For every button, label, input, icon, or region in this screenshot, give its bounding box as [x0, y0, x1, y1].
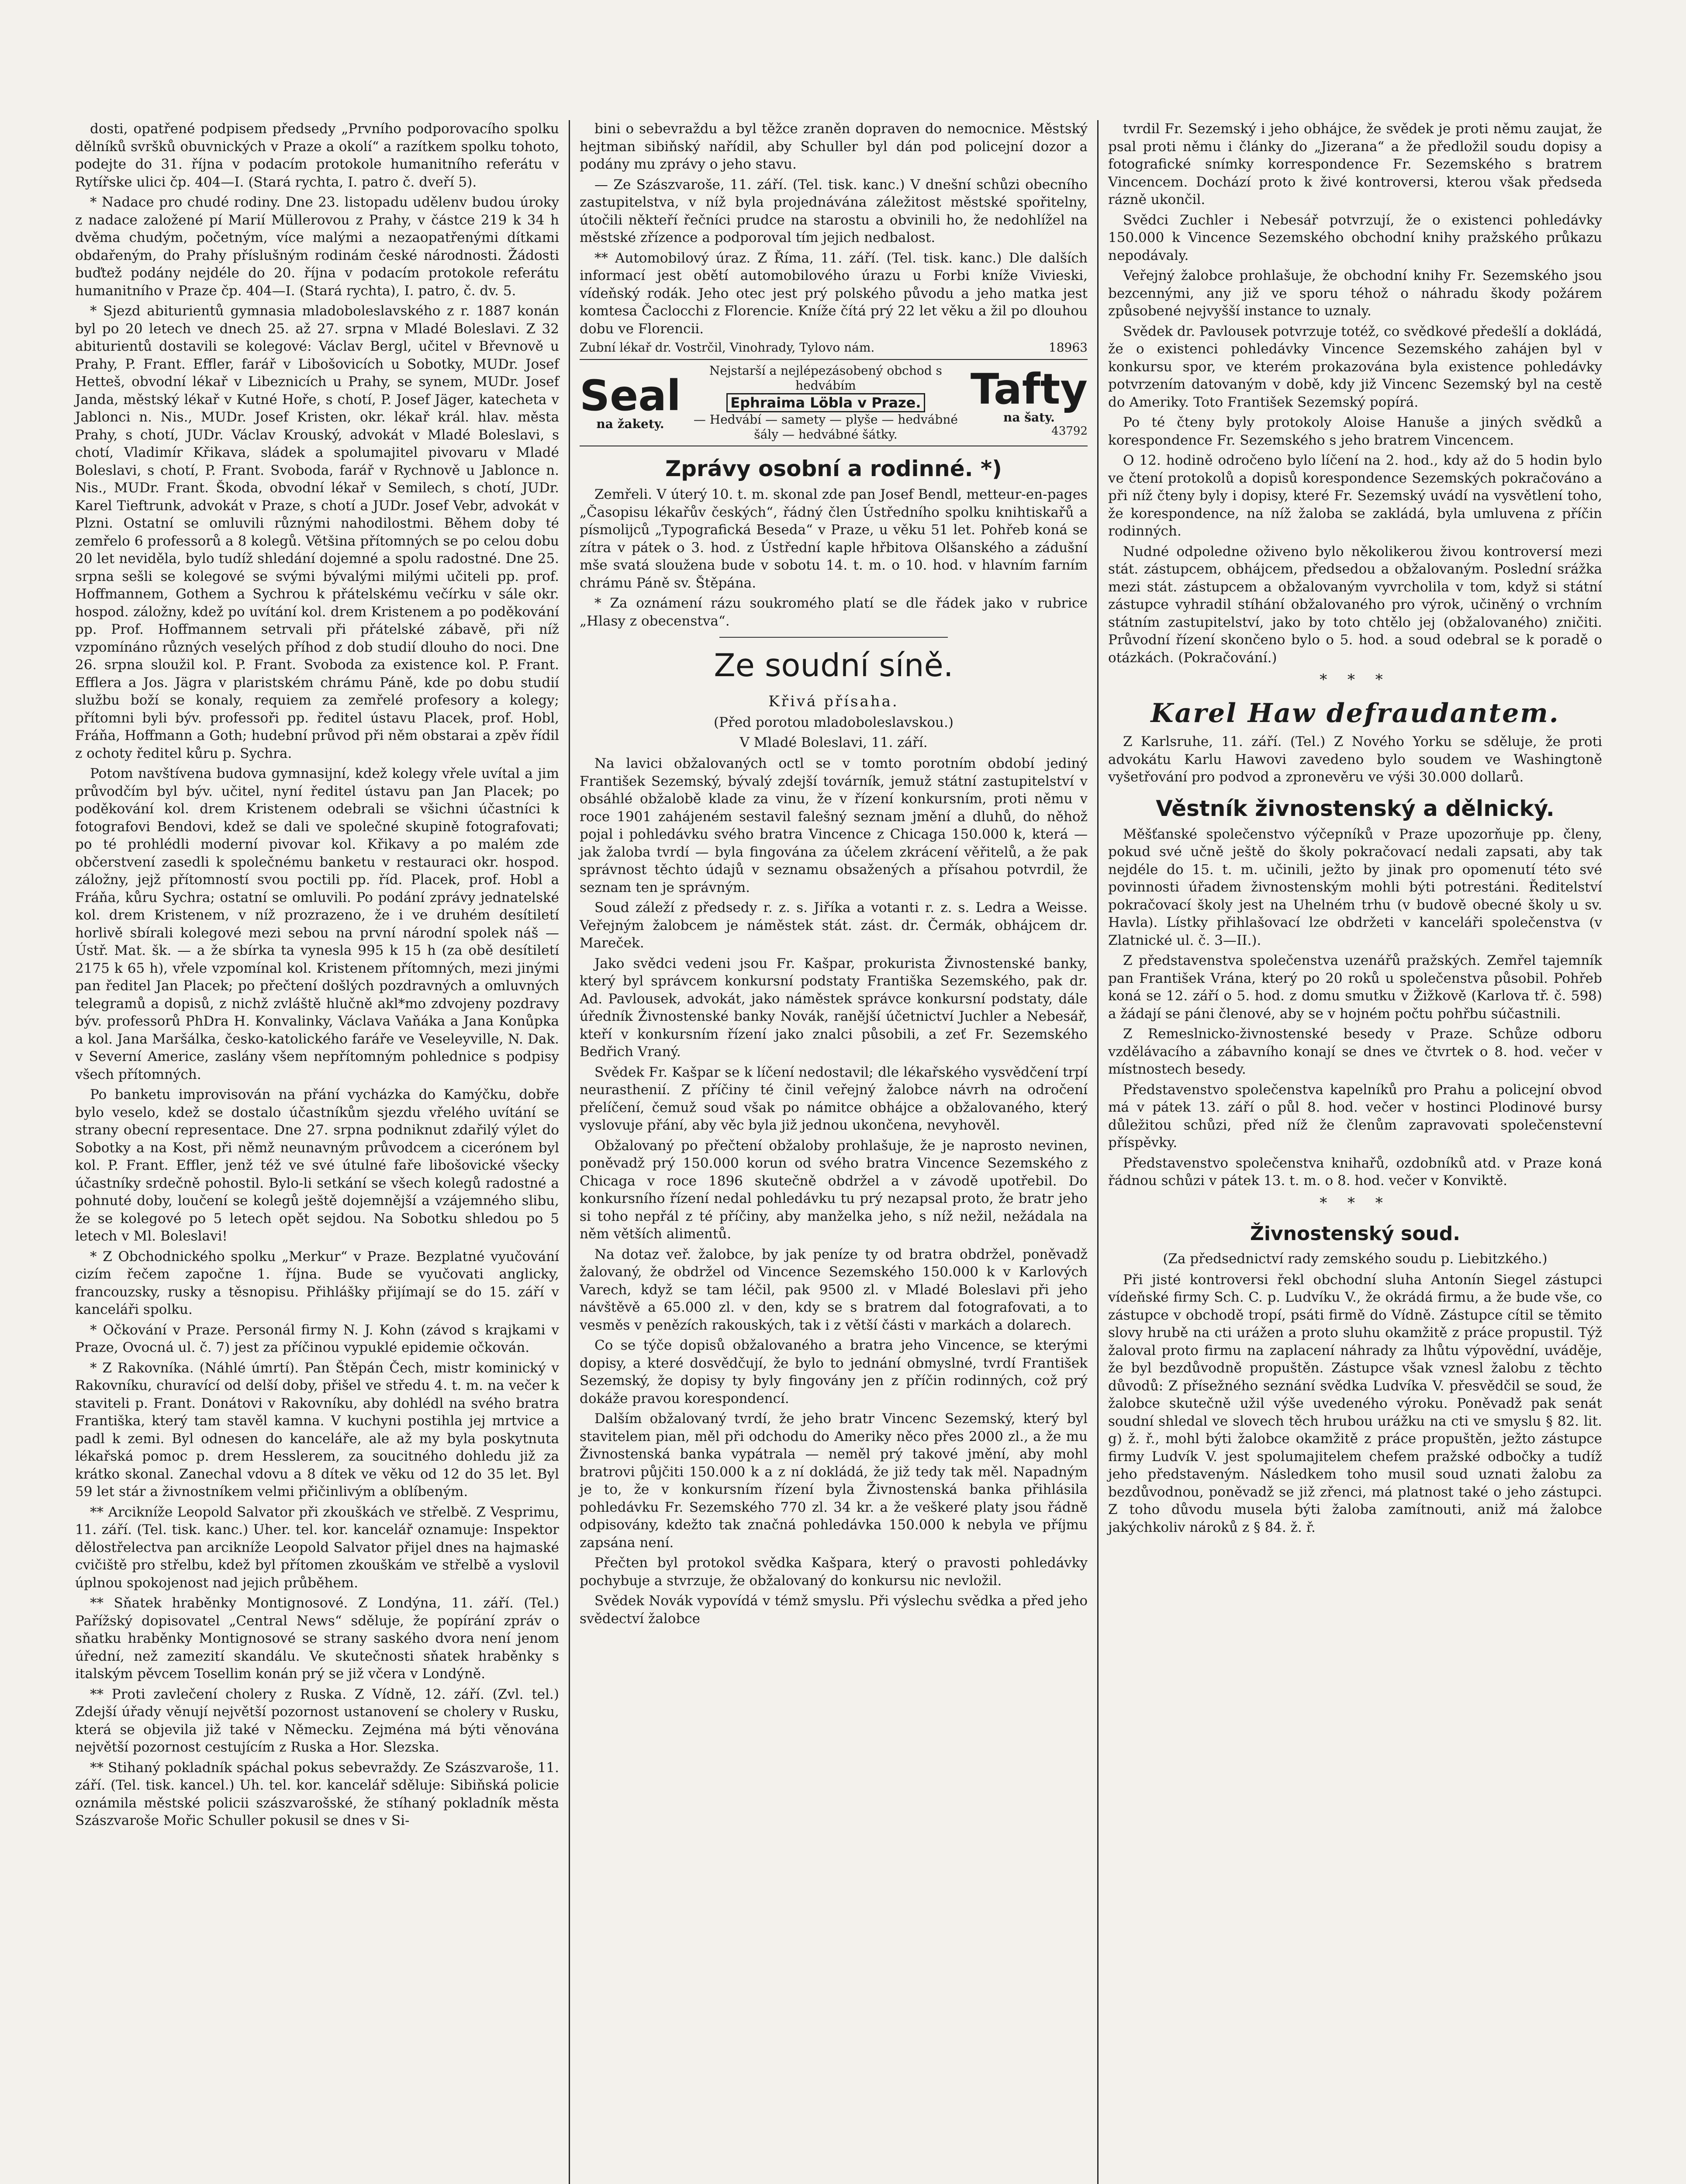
article-paragraph: Dalším obžalovaný tvrdí, že jeho bratr Vincenc Sezemský, který byl stavitelem pian, měl při odchodu do Ameriky něco přes 2000 zl., a že mu Živnostenská banka vypátrala — neměl prý takové jmění, aby mohl bratrovi půjčiti 150.000 k a z ní dokládá, že již tedy tak měl. Napadným je to, že v konkursním řízení byla Živnostenská banka přihlásila pohledávku Fr. Sezemského 770 zl. 34 kr. a že veškeré platy jsou řádně odpisovány, kdežto tak značná pohledávka 150.000 k nebyla ve příjmu zapsána není. — [580, 1411, 1088, 1551]
article-paragraph: O 12. hodině odročeno bylo líčení na 2. hod., kdy až do 5 hodin bylo ve čtení protokolů a dopisů korespondence Sezemských pokračováno a při níž čteny byly i dopisy, které Fr. Sezemský uvádí na vysvětlení toho, že korespondence, na níž žaloba se zakládá, byla umluvena z příčin rodinných. — [1108, 453, 1602, 539]
article-paragraph: Svědci Zuchler i Nebesář potvrzují, že o existenci pohledávky 150.000 k Vincence Sezemského obchodní knihy pražského průkazu nepodávaly. — [1108, 212, 1602, 263]
article-paragraph: Na dotaz veř. žalobce, by jak peníze ty od bratra obdržel, poněvadž žalovaný, že obdržel od Vincence Sezemského 150.000 k v Karlových Varech, když se tam léčil, pak 9500 zl. v Mladé Boleslavi při jeho návštěvě a 65.000 zl. v den, kdy se s bratrem dal fotografovati, a to vesměs v penězích rakouských, tak i z větší části v markách a dolarech. — [580, 1246, 1088, 1333]
article-paragraph: dosti, opatřené podpisem předsedy „Prvního podporovacího spolku dělníků svršků obuvnických v Praze a okolí“ a razítkem spolku tohoto, podejte do 31. října v podacím protokole humanitního referátu v Rytířske ulici čp. 404—I. (Stará rychta, I. patro č. dveří 5). — [75, 121, 559, 190]
article-paragraph: Veřejný žalobce prohlašuje, že obchodní knihy Fr. Sezemského jsou bezcennými, any již ve sporu téhož o náhradu škody požárem způsobené nejvyšší instance to uznaly. — [1108, 268, 1602, 319]
article-paragraph: Z Karlsruhe, 11. září. (Tel.) Z Nového Yorku se sděluje, že proti advokátu Karlu Hawovi zavedeno bylo soudem ve Washingtoně vyšetřování pro podvod a zpronevěru ve výši 30.000 dollarů. — [1108, 734, 1602, 785]
ad-right-note: na šaty. — [1003, 410, 1055, 425]
article-paragraph: * Očkování v Praze. Personál firmy N. J. Kohn (závod s krajkami v Praze, Ovocná ul. č. 7) jest za příčinou vypuklé epidemie očkován. — [75, 1322, 559, 1355]
ad-right-title: Tafty — [970, 364, 1088, 414]
article-paragraph: Představenstvo společenstva knihařů, ozdobníků atd. v Praze koná řádnou schůzi v pátek 13. t. m. o 8. hod. večer v Konviktě. — [1108, 1155, 1602, 1189]
article-paragraph: ** Proti zavlečení cholery z Ruska. Z Vídně, 12. září. (Zvl. tel.) Zdejší úřady věnují největší pozornost ustanovení se cholery v Rusku, která se objevila již také v Německu. Zejména má býti věnována největší pozornost cestujícím z Ruska a Hor. Slezska. — [75, 1686, 559, 1755]
court-article-title: Křivá přísaha. — [768, 693, 899, 710]
article-paragraph: Přečten byl protokol svědka Kašpara, který o pravosti pohledávky pochybuje a stvrzuje, že obžalovaný do konkursu nic nevložil. — [580, 1555, 1088, 1589]
article-paragraph: Měšťanské společenstvo výčepníků v Praze upozorňuje pp. členy, pokud své učně ještě do školy pokračovací nedali zapsati, aby tak nejdéle do 15. t. m. učinili, ježto by jinak pro opomenutí této své povinnosti úřadem živnostenským mohli býti potrestáni. Ředitelství pokračovací školy jest na Uhelném trhu (v budově obecné školy u sv. Havla). Lístky přihlašovací lze obdržeti v kanceláři společenstva (v Zlatnické ul. č. 3—II.). — [1108, 826, 1602, 948]
trade-court-note: (Za předsednictví rady zemského soudu p. Liebitzkého.) — [1163, 1251, 1548, 1267]
article-paragraph: Svědek dr. Pavlousek potvrzuje totéž, co svědkové předešlí a dokládá, že o existenci pohledávky Vincence Sezemského zahájen byl v konkursu spor, ve kterém prokazována byla existence pohledávky potvrzením datovaným v době, kdy již Vincenc Sezemský byl na cestě do Ameriky. Toto František Sezemský popírá. — [1108, 323, 1602, 410]
ad-shop-name: Ephraima Löbla v Praze. — [726, 393, 925, 412]
ad-left-note: na žakety. — [596, 416, 664, 431]
newspaper-page — [66, 120, 1612, 2184]
article-paragraph: * Za oznámení rázu soukromého platí se dle řádek jako v rubrice „Hlasy z obecenstva“. — [580, 595, 1088, 629]
article-paragraph: Jako svědci vedeni jsou Fr. Kašpar, prokurista Živnostenské banky, který byl správcem konkursní podstaty Františka Sezemského, pak dr. Ad. Pavlousek, advokát, jako náměstek správce konkursní podstaty, dále úředník Živnostenské banky Novák, ranější účetnictví Juchler a Nebesář, kteří v konkursním řízení jako znalci působili, a zeť Fr. Sezemského Bedřich Vraný. — [580, 955, 1088, 1060]
section-ornament: * * * — [1320, 1194, 1391, 1212]
article-paragraph: Po banketu improvisován na přání vycházka do Kamýčku, dobře bylo veselo, kdež se dostalo účastníkům sjezdu vřelého uvítání se strany obecní representace. Dne 27. srpna podniknut zdařilý výlet do Sobotky a na Kost, při němž neunavným průvodcem a cicerónem byl kol. P. Frant. Effler, jenž též ve své útulné faře libošovické všecky účastníky srdečně pohostil. Bylo-li setkání se všech kolegů radostné a pohnuté doby, loučení se kolegů ještě dojemnější a vzájemného slibu, že se kolegové po 5 letech opět sejdou. Na Sobotku shledou po 5 letech v Ml. Boleslavi! — [75, 1087, 559, 1244]
article-paragraph: Na lavici obžalovaných octl se v tomto porotním období jediný František Sezemský, bývalý zdejší továrník, jemuž státní zastupitelství v obsáhlé obžalobě klade za vinu, že v řízení konkursním, proti němu v roce 1901 zahájeném sestavil falešný seznam jmění a dluhů, do něhož pojal i pohledávku svého bratra Vincence z Chicaga 150.000 k, která — jak žaloba tvrdí — byla fingována za účelem zkrácení věřitelů, a že pak správnost těchto údajů v seznamu obsažených a přísahou potvrdil, že seznam ten je správným. — [580, 756, 1088, 895]
dentist-ad-text: Zubní lékař dr. Vostrčil, Vinohrady, Tylovo nám. — [580, 340, 875, 355]
ad-center-line1: Nejstarší a nejlépezásobený obchod s hedvábím — [709, 363, 942, 393]
ad-center-line2: — Hedvábí — samety — plyše — hedvábné šály — hedvábné šátky. — [693, 412, 958, 442]
court-article-note: (Před porotou mladoboleslavskou.) — [714, 715, 954, 730]
article-paragraph: Z představenstva společenstva uzenářů pražských. Zemřel tajemník pan František Vrána, který po 20 roků u společenstva působil. Pohřeb koná se 12. září o 5. hod. z domu smutku v Žižkově (Karlova tř. č. 598) a žádají se páni členové, aby se v hojném počtu pohřbu súčastnili. — [1108, 953, 1602, 1022]
ad-left-title: Seal — [580, 371, 681, 420]
article-paragraph: Soud záleží z předsedy r. z. s. Jiříka a votanti r. z. s. Ledra a Weisse. Veřejným žalobcem je náměstek stát. zást. dr. Čermák, obhájcem dr. Mareček. — [580, 900, 1088, 951]
article-paragraph: * Sjezd abiturientů gymnasia mladoboleslavského z r. 1887 konán byl po 20 letech ve dnech 25. až 27. srpna v Mladé Boleslavi. Z 32 abiturientů dostavili se kolegové: Václav Bergl, učitel v Břevnově u Prahy, P. Frant. Effler, farář v Libošovicích u Sobotky, MUDr. Josef Hetteš, obvodní lékař v Libeznicích u Prahy, se synem, MUDr. Josef Janda, městský lékař v Kutné Hoře, s chotí, P. Josef Jäger, katecheta v Jablonci n. Nis., MUDr. Josef Kristen, okr. lékař král. hlav. města Prahy, s chotí, JUDr. Václav Krouský, advokát v Mladé Boleslavi, s chotí, Vladimír Křikava, sládek a spolumajitel pivovaru v Mladé Boleslavi, s chotí, P. Frant. Svoboda, farář v Rychnově u Jablonce n. Nis., MUDr. Frant. Škoda, obvodní lékař v Semilech, s chotí, JUDr. Karel Tieftrunk, advokát v Praze, s chotí a JUDr. Josef Vebr, advokát v Plzni. Ostatní se omluvili různými nahodilostmi. Během doby té zemřelo 6 professorů a 8 kolegů. Většina přítomných se po celou dobu 20 let neviděla, bylo tudíž shledání dojemné a spolu radostné. Dne 25. srpna sešli se kolegové se svými bývalými milými učiteli pp. prof. Hoffmannem, Gothem a Sychrou k přátelskému večírku v sále okr. hospod. záložny, kdež po uvítání kol. drem Kristenem a po poděkování pp. Prof. Hoffmannem setrvali při přátelské zábavě, při níž vzpomínáno různých veselých příhod z dob studií dlouho do noci. Dne 26. srpna sloužil kol. P. Frant. Svoboda za existence kol. P. Frant. Efflera a Jos. Jägra v plaristském chrámu Páně, kde po dobu studií službu boží se konaly, requiem za zemřelé profesory a kolegy; přítomni byli býv. professoři pp. ředitel ústavu Placek, prof. Hobl, Fráňa, Hoffmann a Goth; hudební průvod při něm obstarai a zpěv řídil z ochoty ředitel kůru p. Sychra. — [75, 303, 559, 761]
article-paragraph: ** Stihaný pokladník spáchal pokus sebevraždy. Ze Szászvaroše, 11. září. (Tel. tisk. kancel.) Uh. tel. kor. kancelář sděluje: Sibiňská policie oznámila městské policii szászvarošské, že stíhaný pokladník města Szászvaroše Mořic Schuller pokusil se dnes v Si- — [75, 1759, 559, 1828]
ad-right — [970, 364, 1088, 438]
article-paragraph: Obžalovaný po přečtení obžaloby prohlašuje, že je naprosto nevinen, poněvadž prý 150.000 korun od svého bratra Vincence Sezemského z Chicaga v roce 1896 skutečně obdržel a v závodě upotřebil. Do konkursního řízení nedal pohledávku tu prý nezapsal proto, že bratr jeho si toho nepřál z té příčiny, aby manželka jeho, s níž nežil, nežádala na něm větších alimentů. — [580, 1137, 1088, 1242]
article-paragraph: * Z Obchodnického spolku „Merkur“ v Praze. Bezplatné vyučování cizím řečem započne 1. října. Bude se vyučovati anglicky, francouzsky, rusky a těsnopisu. Přihlášky přijímají se do 15. září v kanceláři spolku. — [75, 1248, 559, 1317]
article-paragraph: Zemřeli. V úterý 10. t. m. skonal zde pan Josef Bendl, metteur-en-pages „Časopisu lékařův českých“, řádný člen Ústředního spolku knihtiskařů a písmolijců „Typografická Beseda“ v Praze, u věku 51 let. Pohřeb koná se zítra v pátek o 3. hod. z Ústřední kaple hřbitova Olšanského a zádušní mše svatá sloužena bude v sobotu 14. t. m. o 10. hod. v hlavním farním chrámu Páně sv. Štěpána. — [580, 487, 1088, 591]
ad-left — [580, 371, 681, 431]
article-paragraph: tvrdil Fr. Sezemský i jeho obhájce, že svědek je proti němu zaujat, že psal proti němu i články do „Jizerana“ a že předložil soudu dopisy a fotografické snímky korrespondence Fr. Sezemského s bratrem Vincencem. Dochází proto k živé kontroversi, kterou však předseda rázně ukončil. — [1108, 121, 1602, 207]
section-title-trade: Věstník živnostenský a dělnický. — [1156, 795, 1555, 821]
article-paragraph: * Z Rakovníka. (Náhlé úmrtí). Pan Štěpán Čech, mistr kominický v Rakovníku, churavící od delší doby, přišel ve středu 4. t. m. na večer k staviteli p. Frant. Donátovi v Rakovníku, aby dohlédl na svého bratra Františka, který tam stavěl kamna. V kuchyni postihla jej mrtvice a padl k zemi. Byl odnesen do kanceláře, ale až my byla poskytnuta lékařská pomoc p. drem Hesslerem, za soucitného dohledu již za krátko skonal. Zanechal vdovu a 8 dítek ve věku od 12 do 35 let. Byl 59 let stár a živnostníkem velmi přičinlivým a oblíbeným. — [75, 1360, 559, 1500]
ad-number: 43792 — [1051, 424, 1088, 438]
article-paragraph: * Nadace pro chudé rodiny. Dne 23. listopadu udělenv budou úroky z nadace založené pí Marií Müllerovou z Prahy, v částce 219 k 34 h dvěma chudým, početným, více malými a nezaopatřenými dítkami obdařeným, do Prahy příslušným rodinám české národnosti. Žádosti buďtež podány nejdéle do 20. října v podacím protokole referátu humanitního v Praze čp. 404—I. (Stará rychta), I. patro, č. dv. 5. — [75, 194, 559, 299]
section-ornament: * * * — [1320, 671, 1391, 688]
article-paragraph: Svědek Novák vypovídá v témž smyslu. Při výslechu svědka a před jeho svědectví žalobce — [580, 1593, 1088, 1627]
article-paragraph: Představenstvo společenstva kapelníků pro Prahu a policejní obvod má v pátek 13. září o půl 8. hod. večer v hostinci Plodinové bursy důležitou schůzi, před níž že členům zapravovati společenstevní příspěvky. — [1108, 1082, 1602, 1151]
section-title-personal: Zprávy osobní a rodinné. *) — [665, 456, 1002, 481]
article-paragraph: Nudné odpoledne oživeno bylo několikerou živou kontroversí mezi stát. zástupcem, obhájcem, předsedou a obžalovaným. Poslední srážka mezi stát. zástupcem a obžalovaným vyvrcholila v tom, když si státní zástupce vyhradil stíhání obžalovaného pro výrok, učiněný o vrchním státním zastupitelství, jako by toto chtělo jej (obžalovaného) zničiti. Průvodní řízení skončeno bylo o 5. hod. a soud odebral se k poradě o otázkách. (Pokračování.) — [1108, 543, 1602, 666]
article-paragraph: ** Arcikníže Leopold Salvator při zkouškách ve střelbě. Z Vesprimu, 11. září. (Tel. tisk. kanc.) Uher. tel. kor. kancelář oznamuje: Inspektor dělostřelectva pan arcikníže Leopold Salvator přijel dnes na hajmaské cvičiště pro střelbu, kdež byl přítomen zkouškám ve střelbě a vyslovil úplnou spokojenost nad jejich průběhem. — [75, 1504, 559, 1591]
article-paragraph: bini o sebevraždu a byl těžce zraněn dopraven do nemocnice. Městský hejtman sibiňský nařídil, aby Schuller byl dán pod policejní dozor a podány mu zprávy o jeho stavu. — [580, 121, 1088, 172]
section-title-court: Ze soudní síně. — [714, 647, 954, 684]
column-3 — [1099, 120, 1612, 2184]
section-title-trade-court: Živnostenský soud. — [1250, 1222, 1460, 1245]
column-1 — [66, 120, 570, 2184]
article-paragraph: Při jisté kontroversi řekl obchodní sluha Antonín Siegel zástupci vídeňské firmy Sch. C. p. Ludvíku V., že okrádá firmu, a že bude vše, co zástupce v obchodě tropí, psáti firmě do Vídně. Zástupce cítil se těmito slovy hrubě na cti urážen a proto sluhu okamžitě z práce propustil. Týž žaloval proto firmu na zaplacení náhrady za lhůtu výpovědní, uváděje, že byl bezdůvodně propuštěn. Zástupce však vznesl žalobu z těchto důvodů: Z přísežného seznání svědka Ludvíka V. přesvědčil se soud, že žalobce skutečně užil výše uvedeného výroku. Poněvadž pak senát soudní shledal ve slovech těch hrubou urážku na cti ve smyslu § 82. lit. g) ž. ř., mohl býti žalobce okamžitě z práce propuštěn, ježto zástupce firmy Ludvík V. jest spolumajitelem chefem pražské odbočky a tudíž jeho představeným. Následkem toho musil soud uznati žalobu za bezdůvodnou, poněvadž se již zřenci, má platnost také o jeho zástupci. Z toho důvodu musela býti žaloba zamítnouti, aniž má žalobce jakýchkoliv nároků z § 84. ž. ř. — [1108, 1272, 1602, 1535]
court-article-place: V Mladé Boleslavi, 11. září. — [739, 735, 928, 750]
article-paragraph: Potom navštívena budova gymnasijní, kdež kolegy vřele uvítal a jim průvodčím byl býv. učitel, nyní ředitel ústavu pan Jan Placek; po poděkování kol. drem Kristenem odebrali se všichni účastníci k fotografovi Bendovi, kdež se dali ve společné skupině fotografovati; po té prohlédli moderní pivovar kol. Křikavy a po malém zde občerstvení zasedli k společnému banketu v restauraci okr. hospod. záložny, jejž přítomností svou poctili pp. říd. Placek, prof. Hobl a Fráňa, kůru Sychra; ostatní se omluvili. Po podání zprávy jednatelské kol. drem Kristenem, v níž prozrazeno, že i ve druhém desítiletí horlivě sbírali kolegové mezi sebou na první národní spolek náš — Ústř. Mat. šk. — a že sbírka ta vynesla 995 k 15 h (za obě desítiletí 2175 k 65 h), vřele vzpomínal kol. Kristenem přítomných, mezi jinými pan ředitel Jan Placek; po přečtení došlých pozdravných a omluvných telegramů a dopisů, z nichž zvláště hlučně akl*mo zdvojeny pozdravy býv. professorů PhDra H. Konvalinky, Václava Vaňáka a Jana Konůpka a kol. Jana Maršálka, česko-katolického faráře ve Veseleyville, N. Dak. v Severní Americe, zaslány všem nepřítomným pohlednice s podpisy všech přítomných. — [75, 766, 559, 1082]
article-paragraph: — Ze Szászvaroše, 11. září. (Tel. tisk. kanc.) V dnešní schůzi obecního zastupitelstva, v níž byla projednávána záležitost městské spořitelny, útočili někteří řečníci prudce na starostu a obvinili ho, že nedohlížel na městské zřízence a podporoval tím jejich nedbalost. — [580, 176, 1088, 245]
article-paragraph: Co se týče dopisů obžalovaného a bratra jeho Vincence, se kterými dopisy, a které dosvědčují, že bylo to jednání obmyslné, tvrdí František Sezemský, že dopisy ty byly fingovány jen z příčin rodinných, což prý dokáže pravou korespondencí. — [580, 1337, 1088, 1406]
article-paragraph: ** Sňatek hraběnky Montignosové. Z Londýna, 11. září. (Tel.) Pařížský dopisovatel „Central News“ sděluje, že popírání zpráv o sňatku hraběnky Montignosové se strany saského dvora není jenom úřední, než zamezití skandálu. Ve skutečnosti sňatek hraběnky s italským pěvcem Tosellim konán prý se již včera v Londýně. — [75, 1595, 559, 1682]
dentist-ad-number: 18963 — [1048, 340, 1088, 355]
dentist-ad — [580, 340, 1088, 355]
article-paragraph: Svědek Fr. Kašpar se k líčení nedostavil; dle lékařského vysvědčení trpí neurasthenií. Z příčiny té činil veřejný žalobce návrh na odročení přelíčení, čemuž soud však po námitce obhájce a obžalovaného, který vyslovuje přání, aby věc byla již jednou ukončena, nevyhověl. — [580, 1064, 1088, 1133]
silk-shop-ad — [580, 359, 1088, 446]
section-divider — [719, 637, 948, 638]
article-paragraph: Z Remeslnicko-živnostenské besedy v Praze. Schůze odboru vzdělávacího a zábavního konají se dnes ve čtvrtek o 8. hod. večer v místnostech besedy. — [1108, 1026, 1602, 1077]
column-2 — [570, 120, 1099, 2184]
article-paragraph: Po té čteny byly protokoly Aloise Hanuše a jiných svědků a korespondence Fr. Sezemského s jeho bratrem Vincencem. — [1108, 415, 1602, 448]
article-paragraph: ** Automobilový úraz. Z Říma, 11. září. (Tel. tisk. kanc.) Dle dalších informací jest obětí automobilového úrazu u Forbi kníže Vivieski, vídeňský rodák. Jeho otec jest prý polského původu a jeho matka jest komtesa Čaclocchi z Florencie. Kníže čítá prý 22 let věku a žil po dlouhou dobu ve Florencii. — [580, 250, 1088, 337]
ad-center — [681, 363, 971, 442]
section-title-haw: Karel Haw defraudantem. — [1150, 698, 1560, 729]
